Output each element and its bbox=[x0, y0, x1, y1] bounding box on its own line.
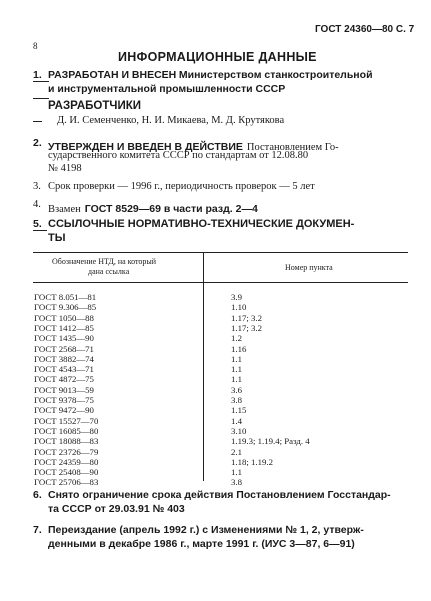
table-cell-doc: ГОСТ 1412—85 bbox=[34, 322, 94, 333]
table-header-right: Номер пункта bbox=[285, 263, 333, 272]
table-cell-item: 1.1 bbox=[231, 467, 242, 478]
table-cell-doc: ГОСТ 15527—70 bbox=[34, 415, 99, 426]
table-cell-item: 1.4 bbox=[231, 415, 242, 426]
table-cell-item: 2.1 bbox=[231, 446, 242, 457]
section-6-line1: Снято ограничение срока действия Постановлением Госстандар- bbox=[48, 489, 391, 501]
margin-rule bbox=[33, 98, 49, 99]
section-5-number: 5. bbox=[33, 218, 42, 230]
table-cell-doc: ГОСТ 1435—90 bbox=[34, 333, 94, 344]
page-header: ГОСТ 24360—80 С. 7 bbox=[315, 24, 415, 35]
section-7-line1: Переиздание (апрель 1992 г.) с Изменениями № 1, 2, утверж- bbox=[48, 524, 364, 536]
section-2-number: 2. bbox=[33, 137, 42, 149]
table-cell-doc: ГОСТ 8.051—81 bbox=[34, 292, 97, 302]
table-cell-item: 1.1 bbox=[231, 364, 242, 375]
section-1-number: 1. bbox=[33, 69, 42, 81]
page-title: ИНФОРМАЦИОННЫЕ ДАННЫЕ bbox=[118, 50, 317, 64]
table-cell-item: 1.1 bbox=[231, 353, 242, 364]
table-header-left-1: Обозначение НТД, на который bbox=[52, 257, 157, 266]
section-4-text bbox=[48, 199, 258, 217]
table-top-rule bbox=[33, 252, 408, 253]
table-cell-item: 1.2 bbox=[231, 333, 242, 344]
developers-heading: РАЗРАБОТЧИКИ bbox=[48, 100, 141, 112]
table-cell-item: 3.8 bbox=[231, 395, 242, 405]
section-4-number: 4. bbox=[33, 199, 41, 210]
table-cell-item: 1.17; 3.2 bbox=[231, 322, 263, 333]
table-cell-item: 1.16 bbox=[231, 343, 247, 354]
table-cell-doc: ГОСТ 9378—75 bbox=[34, 395, 94, 405]
table-cell-item: 3.10 bbox=[231, 425, 247, 436]
section-5-line2: ТЫ bbox=[48, 232, 66, 244]
margin-mark: 8 bbox=[33, 41, 38, 51]
section-1-bold-lead: РАЗРАБОТАН И ВНЕСЕН bbox=[48, 69, 177, 81]
table-cell-item: 3.9 bbox=[231, 292, 242, 302]
table-cell-doc: ГОСТ 23726—79 bbox=[34, 446, 99, 457]
table-cell-doc: ГОСТ 24359—80 bbox=[34, 456, 99, 467]
margin-rule bbox=[33, 81, 49, 82]
section-2-line2: сударственного комитета СССР по стандартам от 12.08.80 bbox=[48, 150, 309, 161]
section-6-line2: та СССР от 29.03.91 № 403 bbox=[48, 503, 185, 515]
table-cell-item: 1.10 bbox=[231, 302, 247, 313]
section-1-line1 bbox=[48, 69, 373, 81]
table-header-divider bbox=[203, 252, 204, 282]
margin-rule bbox=[33, 230, 47, 231]
section-2-line1-rest: Постановлением Го- bbox=[246, 142, 339, 153]
section-1-line1-rest: Министерством станкостроительной bbox=[178, 69, 373, 81]
table-cell-doc: ГОСТ 9472—90 bbox=[34, 405, 94, 416]
table-column-divider bbox=[203, 283, 204, 481]
section-6-number: 6. bbox=[33, 489, 42, 501]
table-header-left-2: дана ссылка bbox=[88, 267, 130, 276]
table-cell-doc: ГОСТ 2568—71 bbox=[34, 343, 94, 354]
table-cell-doc: ГОСТ 4543—71 bbox=[34, 364, 94, 375]
section-1-line2: и инструментальной промышленности СССР bbox=[48, 83, 286, 95]
section-5-line1: ССЫЛОЧНЫЕ НОРМАТИВНО-ТЕХНИЧЕСКИЕ ДОКУМЕН- bbox=[48, 218, 355, 230]
table-cell-doc: ГОСТ 25706—83 bbox=[34, 477, 99, 488]
section-7-number: 7. bbox=[33, 524, 42, 536]
table-cell-doc: ГОСТ 3882—74 bbox=[34, 353, 94, 364]
table-cell-item: 3.8 bbox=[231, 477, 242, 488]
section-2-line3: № 4198 bbox=[48, 163, 82, 174]
table-cell-item: 1.18; 1.19.2 bbox=[231, 456, 274, 467]
section-2-bold-lead: УТВЕРЖДЕН И ВВЕДЕН В ДЕЙСТВИЕ bbox=[48, 141, 243, 153]
section-3-number: 3. bbox=[33, 181, 41, 192]
developers-names: Д. И. Семенченко, Н. И. Микаева, М. Д. Крутякова bbox=[57, 115, 285, 126]
table-cell-item: 1.1 bbox=[231, 374, 242, 385]
table-cell-doc: ГОСТ 9.306—85 bbox=[34, 302, 97, 313]
table-cell-doc: ГОСТ 1050—88 bbox=[34, 312, 94, 323]
table-cell-doc: ГОСТ 4872—75 bbox=[34, 374, 94, 385]
table-cell-item: 3.6 bbox=[231, 384, 242, 395]
section-7-line2: денными в декабре 1986 г., марте 1991 г. (ИУС 3—87, 6—91) bbox=[48, 538, 355, 550]
table-cell-doc: ГОСТ 16085—80 bbox=[34, 425, 99, 436]
table-cell-doc: ГОСТ 25408—90 bbox=[34, 467, 99, 478]
margin-rule bbox=[33, 121, 42, 122]
table-header-rule bbox=[33, 282, 408, 283]
table-cell-item: 1.15 bbox=[231, 405, 247, 416]
section-4-lead: Взамен bbox=[48, 204, 81, 215]
table-cell-doc: ГОСТ 9013—59 bbox=[34, 384, 94, 395]
table-cell-item: 1.19.3; 1.19.4; Разд. 4 bbox=[231, 436, 310, 447]
section-3-text: Срок проверки — 1996 г., периодичность проверок — 5 лет bbox=[48, 181, 315, 192]
table-cell-doc: ГОСТ 18088—83 bbox=[34, 436, 99, 447]
table-cell-item: 1.17; 3.2 bbox=[231, 312, 263, 323]
section-4-bold: ГОСТ 8529—69 в части разд. 2—4 bbox=[84, 203, 258, 215]
